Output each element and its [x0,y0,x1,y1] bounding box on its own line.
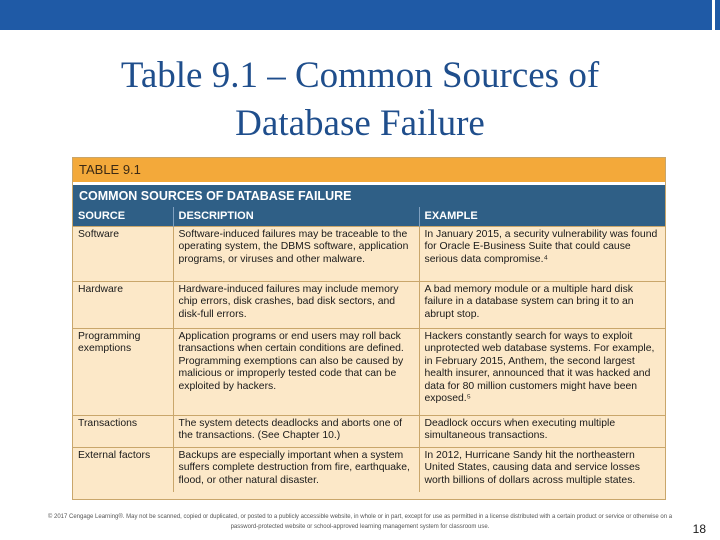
table-row [73,448,665,492]
cell-source: External factors [73,448,173,492]
cell-description: Software-induced failures may be traceable to the operating system, the DBMS software, application programs, or viruses and other malware. [173,227,419,282]
top-band-segment-small [715,0,720,30]
header-description: DESCRIPTION [173,207,419,227]
table-header-row [73,207,665,227]
cell-example: In 2012, Hurricane Sandy hit the northeastern United States, causing data and service losses worth billions of dollars across multiple states. [419,448,665,492]
sources-table [73,207,665,492]
header-source: SOURCE [73,207,173,227]
cell-description: Backups are especially important when a system suffers complete destruction from fire, earthquake, flood, or other natural disaster. [173,448,419,492]
cell-source: Programming exemptions [73,329,173,416]
header-example: EXAMPLE [419,207,665,227]
cell-source: Hardware [73,282,173,329]
cell-example: A bad memory module or a multiple hard disk failure in a database system can bring it to an abrupt stop. [419,282,665,329]
top-accent-band [0,0,720,30]
copyright-footer: © 2017 Cengage Learning®. May not be scanned, copied or duplicated, or posted to a publicly accessible website, in whole or in part, except for use as permitted in a license distributed with a certain product or service or otherwise on a password-protected website or school-approved learning management system for classroom use. [47,514,673,530]
table-caption: COMMON SOURCES OF DATABASE FAILURE [73,182,665,207]
slide-title [0,52,720,148]
cell-example: In January 2015, a security vulnerability was found for Oracle E-Business Suite that could cause serious data compromise.⁴ [419,227,665,282]
table-row [73,329,665,416]
cell-description: Hardware-induced failures may include memory chip errors, disk crashes, bad disk sectors, and disk-full errors. [173,282,419,329]
cell-description: Application programs or end users may roll back transactions when certain conditions are defined. Programming exemptions can also be caused by malicious or improperly tested code that can be exploited by hackers. [173,329,419,416]
cell-source: Software [73,227,173,282]
table-label: TABLE 9.1 [73,158,665,182]
slide-title-line-1: Table 9.1 – Common Sources of [120,55,600,96]
cell-source: Transactions [73,416,173,448]
slide-title-line-2: Database Failure [235,103,485,144]
table-figure [72,157,666,500]
table-row [73,416,665,448]
cell-example: Hackers constantly search for ways to exploit unprotected web database systems. For example, in February 2015, Anthem, the second largest health insurer, announced that it was hacked and data for 80 million customers might have been exposed.⁵ [419,329,665,416]
page-number: 18 [692,522,706,536]
cell-example: Deadlock occurs when executing multiple simultaneous transactions. [419,416,665,448]
table-row [73,227,665,282]
top-band-segment [0,0,712,30]
cell-description: The system detects deadlocks and aborts one of the transactions. (See Chapter 10.) [173,416,419,448]
table-row [73,282,665,329]
